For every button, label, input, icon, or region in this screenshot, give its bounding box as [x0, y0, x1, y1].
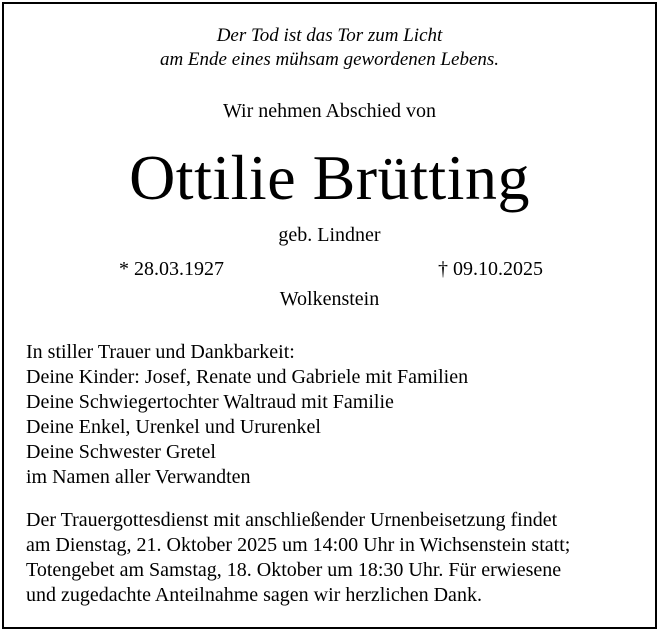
- quote-line-2: am Ende eines mühsam gewordenen Lebens.: [159, 49, 500, 70]
- service-line: Totengebet am Samstag, 18. Oktober um 18:30 Uhr. Für erwiesene: [26, 559, 562, 581]
- hometown: Wolkenstein: [279, 288, 380, 310]
- mourners-line: Deine Kinder: Josef, Renate und Gabriele mit Familien: [26, 366, 469, 388]
- mourners-list: [26, 340, 468, 490]
- service-line: und zugedachte Anteilnahme sagen wir herzlichen Dank.: [26, 584, 482, 606]
- mourners-line: im Namen aller Verwandten: [26, 466, 251, 488]
- service-details: [26, 508, 646, 608]
- obituary-notice: [2, 2, 657, 629]
- mourners-line: Deine Enkel, Urenkel und Ururenkel: [26, 416, 321, 438]
- service-line: am Dienstag, 21. Oktober 2025 um 14:00 Uhr in Wichsenstein statt;: [26, 534, 571, 556]
- service-line: Der Trauergottesdienst mit anschließender Urnenbeisetzung findet: [26, 509, 558, 531]
- birth-date: * 28.03.1927: [119, 258, 224, 280]
- mourners-line: Deine Schwiegertochter Waltraud mit Familie: [26, 391, 394, 413]
- quote-line-1: Der Tod ist das Tor zum Licht: [216, 25, 443, 46]
- mourners-line: Deine Schwester Gretel: [26, 441, 216, 463]
- deceased-name: Ottilie Brütting: [129, 142, 530, 213]
- farewell-intro: Wir nehmen Abschied von: [222, 100, 437, 122]
- maiden-name: geb. Lindner: [278, 224, 381, 246]
- mourners-line: In stiller Trauer und Dankbarkeit:: [26, 341, 295, 363]
- death-date: † 09.10.2025: [438, 258, 543, 280]
